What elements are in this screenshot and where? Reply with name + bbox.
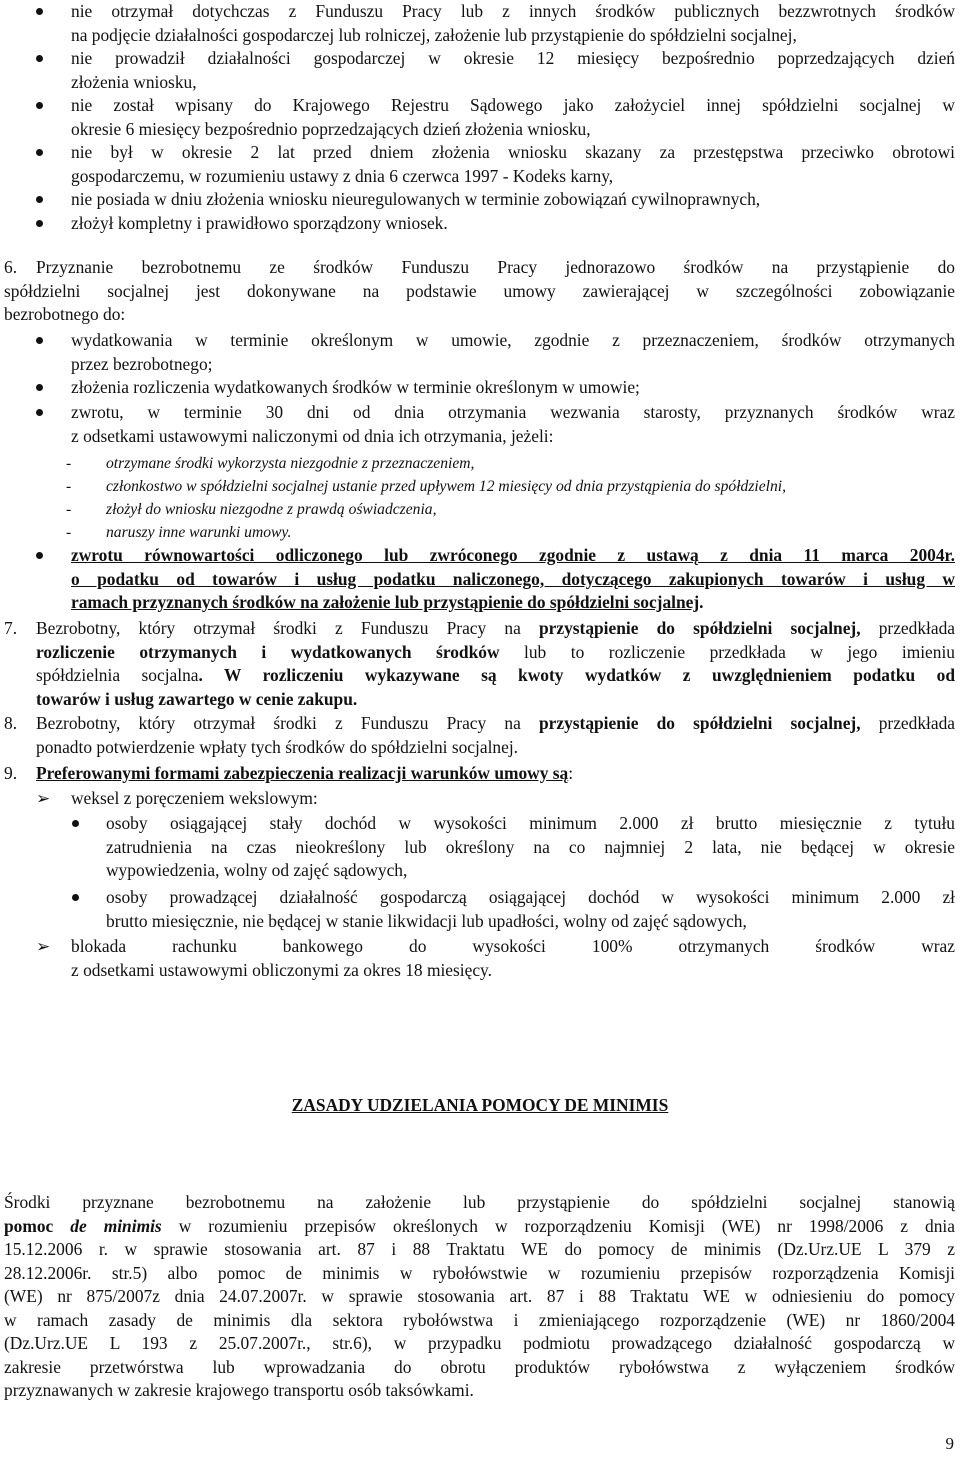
bullet-icon [36,102,43,109]
list-item-line: otrzymane środki wykorzysta niezgodnie z przeznaczeniem, [106,455,475,472]
list-item-line: zwrotu równowartości odliczonego lub zwróconego zgodnie z ustawą z dnia 11 marca 2004r. [71,545,955,565]
paragraph-line: 15.12.2006 r. w sprawie stosowania art. 87 i 88 Traktatu WE do pomocy de minimis (Dz.Urz.UE L 379 z [4,1239,955,1259]
list-item [0,47,960,94]
list-item-line: nie prowadził działalności gospodarczej w okresie 12 miesięcy bezpośrednio poprzedzających dzień [71,48,955,68]
bullet-icon [36,220,43,227]
paragraph-line: spółdzielni socjalnej jest dokonywane na podstawie umowy zawierającej w szczególności zobowiązanie [4,280,955,301]
list-item [0,94,960,141]
bold-text: przystąpienie do spółdzielni socjalnej, [538,713,861,733]
paragraph-line [36,641,955,665]
list-item [0,475,960,498]
bold-italic-text: de minimis [70,1215,162,1236]
list-item [0,544,960,615]
list-item-line: na podjęcie działalności gospodarczej lub rolniczej, założenie lub przystąpienie do spółdzielni socjalnej, [71,24,797,45]
paragraph-number: 8. [4,713,18,733]
list-item-line: nie posiada w dniu złożenia wniosku nieuregulowanych w terminie zobowiązań cywilnoprawnych, [71,189,761,209]
text-run: Bezrobotny, który otrzymał środki z Funduszu Pracy na [36,713,539,733]
bullet-icon [36,337,43,344]
text-run: : [568,763,574,783]
bullet-icon [72,820,79,827]
list-item [0,212,960,236]
list-item-line: z odsetkami ustawowymi naliczonymi od dnia ich otrzymania, jeżeli: [71,425,554,446]
bold-text: rozliczenie otrzymanych i wydatkowanych środków [36,641,500,662]
paragraph-line: 28.12.2006r. str.5) albo pomoc de minimis w rybołówstwie w rozumieniu przepisów rozporządzenia Komisji [4,1262,955,1283]
list-item [0,787,960,811]
section-title: Preferowanymi formami zabezpieczenia realizacji warunków umowy są [36,763,569,783]
underlined-text: ramach przyznanych środków na założenie lub przystąpienie do spółdzielni socjalnej [71,592,700,612]
page-number: 9 [945,1434,954,1453]
arrow-bullet-icon: ➢ [36,937,51,956]
list-item [0,812,960,883]
bullet-icon [72,894,79,901]
list-item-line: wypowiedzenia, wolny od zajęć sądowych, [106,860,408,880]
dash-marker: - [66,524,72,541]
list-item [0,498,960,521]
bullet-icon [36,552,43,559]
bullet-icon [36,409,43,416]
paragraph-number: 6. [4,257,18,277]
bullet-icon [36,8,43,15]
list-item-line: gospodarczemu, w rozumieniu ustawy z dnia 6 czerwca 1997 - Kodeks karny, [71,165,614,186]
paragraph-line: (WE) nr 875/2007z dnia 24.07.2007r. w sprawie stosowania art. 87 i 88 Traktatu WE w odniesieniu do pomocy [4,1286,955,1306]
list-item [0,141,960,188]
paragraph-line: zakresie przetwórstwa lub wprowadzania do obrotu produktów rybołówstwa z wyłączeniem środków [4,1356,955,1377]
condition-list [0,452,960,544]
paragraph-line [36,762,955,786]
list-item-line: okresie 6 miesięcy bezpośrednio poprzedzających dzień złożenia wniosku, [71,118,591,139]
paragraph-line [36,617,955,641]
bullet-icon [36,149,43,156]
list-item [0,886,960,933]
bullet-icon [36,196,43,203]
paragraph-line: (Dz.Urz.UE L 193 z 25.07.2007r., str.6), w przypadku podmiotu prowadzącego działalność gospodarczą w [4,1333,955,1353]
list-item-line: złożenia wniosku, [71,71,197,92]
bold-text: . W rozliczeniu wykazywane są kwoty wydatków z uwzględnieniem podatku od [198,665,955,685]
bullet-icon [36,55,43,62]
dash-marker: - [66,501,72,518]
paragraph-line: w ramach zasady de minimis dla sektora rybołówstwa i zmieniającego rozporządzenie (WE) nr 1860/2004 [4,1309,955,1330]
paragraph-line: Przyznanie bezrobotnemu ze środków Funduszu Pracy jednorazowo środków na przystąpienie do [36,257,955,277]
obligation-list [0,329,960,448]
list-item-line: członkostwo w spółdzielni socjalnej ustanie przed upływem 12 miesięcy od dnia przystąpienia do spółdzielni, [106,478,787,495]
bold-text: pomoc [4,1215,71,1236]
list-item-line: wydatkowania w terminie określonym w umowie, zgodnie z przeznaczeniem, środków otrzymanych [71,330,955,350]
paragraph-line [36,664,955,688]
paragraph-line [4,1215,955,1239]
list-item [0,188,960,212]
paragraph-line [36,712,955,736]
list-item-line: przez bezrobotnego; [71,353,213,374]
list-item-line: z odsetkami ustawowymi obliczonymi za okres 18 miesięcy. [71,959,492,980]
list-item [0,401,960,448]
list-item-line: zatrudnienia na czas nieokreślony lub określony na co najmniej 2 lata, nie będącej w okresie [106,836,955,857]
list-item-line: złożenia rozliczenia wydatkowanych środków w terminie określonym w umowie; [71,377,640,397]
paragraph-line: towarów i usług zawartego w cenie zakupu. [36,688,358,709]
list-item-line: brutto miesięcznie, nie będącej w stanie likwidacji lub upadłości, wolny od zajęć sądowych, [106,910,747,931]
bold-text: przystąpienie do spółdzielni socjalnej, [538,618,861,638]
text-run: przedkłada [860,713,955,733]
paragraph-line: bezrobotnego do: [4,304,126,324]
list-item-line: weksel z poręczeniem wekslowym: [71,788,318,808]
paragraph-line: Środki przyznane bezrobotnemu na założenie lub przystąpienie do spółdzielni socjalnej stanowią [4,1192,955,1212]
section-heading: ZASADY UDZIELANIA POMOCY DE MINIMIS [291,1095,669,1115]
eligibility-list [0,0,960,235]
list-item [0,935,960,982]
list-item-line: nie otrzymał dotychczas z Funduszu Pracy lub z innych środków publicznych bezzwrotnych środków [71,1,955,21]
paragraph-number: 7. [4,618,18,638]
paragraph-number: 9. [4,763,18,783]
list-item [0,376,960,401]
bullet-icon [36,384,43,391]
list-item [0,329,960,376]
list-item-line: o podatku od towarów i usług podatku naliczonego, dotyczącego zakupionych towarów i usług w [71,568,955,589]
list-item-line: naruszy inne warunki umowy. [106,524,292,541]
list-item-line: złożył kompletny i prawidłowo sporządzony wniosek. [71,212,448,233]
list-item-line: osoby prowadzącej działalność gospodarczą osiągającej dochód w wysokości minimum 2.000 zł [106,887,955,907]
list-item-line [71,591,955,615]
list-item-line: nie został wpisany do Krajowego Rejestru Sądowego jako założyciel innej spółdzielni socjalnej w [71,95,955,115]
list-item [0,0,960,47]
list-item [0,521,960,544]
dash-marker: - [66,478,72,495]
list-item-line: blokada rachunku bankowego do wysokości 100% otrzymanych środków wraz [71,936,955,956]
list-item-line: osoby osiągającej stały dochód w wysokości minimum 2.000 zł brutto miesięcznie z tytułu [106,813,955,833]
text-run: przedkłada [860,618,955,638]
dash-marker: - [66,455,72,472]
period-text: . [699,592,704,612]
list-item-line: nie był w okresie 2 lat przed dniem złożenia wniosku skazany za przestępstwa przeciwko obrotowi [71,142,955,162]
text-run: spółdzielnia socjalna [36,665,199,685]
paragraph-line: ponadto potwierdzenie wpłaty tych środków do spółdzielni socjalnej. [36,736,518,757]
text-run: lub to rozliczenie przedkłada w jego imieniu [499,641,955,662]
text-run: w rozumieniu przepisów określonych w rozporządzeniu Komisji (WE) nr 1998/2006 z dnia [161,1215,955,1236]
paragraph-line: przyznawanych w zakresie krajowego transportu osób taksówkami. [4,1380,474,1400]
text-run: Bezrobotny, który otrzymał środki z Funduszu Pracy na [36,618,539,638]
list-item [0,452,960,475]
list-item-line: zwrotu, w terminie 30 dni od dnia otrzymania wezwania starosty, przyznanych środków wraz [71,402,955,422]
arrow-bullet-icon: ➢ [36,789,51,808]
list-item-line: złożył do wniosku niezgodne z prawdą oświadczenia, [106,501,437,518]
